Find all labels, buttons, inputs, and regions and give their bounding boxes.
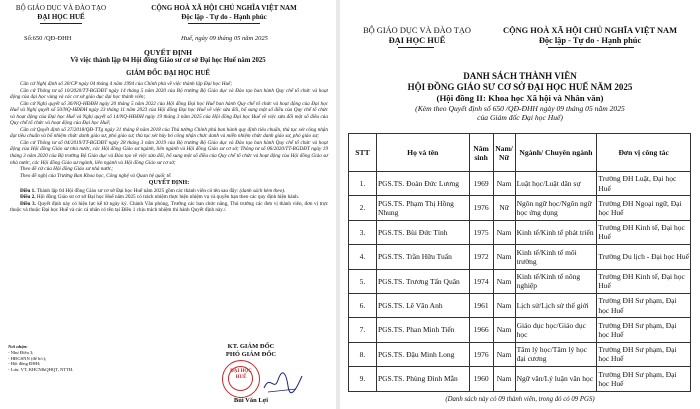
member-list-page	[340, 0, 700, 409]
article-1-note: (danh sách kèm theo).	[239, 187, 286, 194]
recipient-item: - Lưu: VT, KHCN&QHQT, NTTH.	[8, 367, 74, 373]
decision-page	[0, 0, 336, 409]
row-stt: 5.	[349, 269, 377, 293]
row-stt: 9.	[349, 367, 377, 391]
row-year: 1969	[469, 172, 493, 196]
row-year: 1961	[469, 293, 493, 317]
attachment-note-line2: của Giám đốc Đại học Huế)	[477, 113, 563, 123]
table-row	[349, 318, 691, 342]
row-field: Kinh tế/Kinh tế phát triển	[515, 220, 597, 244]
row-stt: 6.	[349, 293, 377, 317]
table-row	[349, 196, 691, 220]
row-stt: 8.	[349, 342, 377, 366]
row-sex: Nữ	[493, 196, 515, 220]
decision-header	[6, 4, 330, 44]
list-national-motto: Độc lập - Tự do - Hạnh phúc	[538, 36, 642, 45]
row-field: Ngữ văn/Lý luận văn học	[515, 367, 597, 391]
decision-title: QUYẾT ĐỊNH	[144, 48, 192, 57]
article-3	[10, 201, 328, 214]
article-1-label: Điều 1.	[20, 187, 36, 194]
row-sex: Nam	[493, 172, 515, 196]
seal-text	[223, 369, 259, 381]
issuing-organization	[6, 4, 116, 21]
decision-body	[10, 81, 328, 214]
seal-text-line1: ĐẠI HỌC	[230, 369, 252, 374]
list-issuing-organization	[352, 26, 482, 46]
row-field: Kinh tế/Kinh tế nông nghiệp	[515, 269, 597, 293]
row-sex: Nam	[493, 269, 515, 293]
attachment-note-line1: (Kèm theo Quyết định số 650 /QĐ-ĐHH ngày 09 tháng 05 năm 2025	[415, 104, 625, 113]
legal-basis-4: Căn cứ Quyết định số 37/2018/QĐ-TTg ngày 31 tháng 8 năm 2018 của Thủ tướng Chính phủ ban hành quy định tiêu chuẩn, thủ tục xét công nhận đạt tiêu chuẩn và bổ nhiệm chức danh giáo sư, phó giáo sư; thủ tục xét hủy bỏ công nhận chức danh và miễn nhiệm chức danh giáo sư, phó giáo sư;	[10, 126, 328, 140]
col-field: Ngành/ Chuyên ngành	[515, 134, 597, 172]
org-underline	[40, 23, 82, 24]
col-birth-year: Năm sinh	[469, 134, 493, 172]
row-unit: Trường ĐH Luật, Đại học Huế	[597, 172, 691, 196]
decision-subtitle: Về việc thành lập 04 Hội đồng Giáo sư cơ sở Đại học Huế năm 2025	[70, 57, 266, 64]
row-field: Giáo dục học/Giáo dục học	[515, 318, 597, 342]
row-unit: Trường ĐH Kinh tế, Đại học Huế	[597, 269, 691, 293]
row-name: PGS.TS. Lê Văn Anh	[376, 293, 469, 317]
row-sex: Nam	[493, 293, 515, 317]
handwritten-signature-icon	[262, 370, 304, 396]
row-year: 1975	[469, 220, 493, 244]
signer-name: Bùi Văn Lợi	[233, 397, 269, 404]
row-stt: 2.	[349, 196, 377, 220]
row-year: 1960	[469, 367, 493, 391]
list-nation-name: CỘNG HOÀ XÃ HỘI CHỦ NGHĨA VIỆT NAM	[503, 26, 677, 35]
document-number: Số:650 /QĐ-ĐHH	[24, 35, 72, 42]
legal-basis-3: Căn cứ Nghị quyết số 36/NQ-HĐĐH ngày 20 tháng 5 năm 2022 của Hội đồng Đại học Huế ban hành Quy chế tổ chức và hoạt động của Đại học Huế và Nghị quyết số 50/NQ-HĐĐH ngày 23 tháng 11 năm 2023 của Hội đồng Đại học Huế về việc sửa đổi, bổ sung một số điều của Quy chế tổ chức và hoạt động của Đại học Huế và Nghị quyết số 14/NQ-HĐĐH ngày 19 tháng 3 năm 2025 của Hội đồng Đại học Huế về việc sửa đổi một số điều của Quy chế tổ chức và hoạt động của Đại học Huế;	[10, 100, 328, 127]
row-name: PGS.TS. Phạm Thị Hồng Nhung	[376, 196, 469, 220]
row-field: Ngôn ngữ học/Ngôn ngữ học ứng dụng	[515, 196, 597, 220]
table-row	[349, 220, 691, 244]
list-footer-note: (Danh sách này có 09 thành viên, trong đó có 09 PGS)	[445, 396, 595, 403]
recipients-list	[8, 344, 118, 373]
row-year: 1972	[469, 245, 493, 269]
row-sex: Nam	[493, 220, 515, 244]
row-name: PGS.TS. Bùi Đức Tính	[376, 220, 469, 244]
attachment-note	[340, 104, 700, 122]
row-unit: Trường ĐH Ngoại ngữ, Đại học Huế	[597, 196, 691, 220]
director-heading: GIÁM ĐỐC ĐẠI HỌC HUẾ	[126, 70, 210, 77]
row-year: 1976	[469, 342, 493, 366]
ministry-name: BỘ GIÁO DỤC VÀ ĐÀO TẠO	[15, 4, 107, 12]
council-subtitle: (Hội đồng II: Khoa học Xã hội và Nhân văn)	[436, 93, 604, 103]
row-sex: Nam	[493, 245, 515, 269]
table-row	[349, 367, 691, 391]
legal-basis-5: Căn cứ Thông tư số 04/2019/TT-BGDĐT ngày 28 tháng 3 năm 2019 của Bộ trưởng Bộ Giáo dục và Đào tạo ban hành Quy chế tổ chức và hoạt động của Hội đồng Giáo sư nhà nước, các Hội đồng Giáo sư ngành, liên ngành và Hội đồng Giáo sư cơ sở; Thông tư số 06/2020/TT-BGDĐT ngày 19 tháng 3 năm 2020 của Bộ trưởng Bộ Giáo dục và Đào tạo về việc sửa đổi, bổ sung một số điều của Quy chế tổ chức và hoạt động của Hội đồng Giáo sư nhà nước, các Hội đồng Giáo sư ngành, liên ngành và Hội đồng Giáo sư cơ sở;	[10, 139, 328, 166]
seal-text-line2: HUẾ	[235, 375, 247, 380]
national-motto: Độc lập - Tự do - Hạnh phúc	[181, 12, 267, 21]
article-3-label: Điều 3.	[20, 200, 36, 207]
col-gender: Nam/ Nữ	[493, 134, 515, 172]
recipients-label: Nơi nhận:	[8, 344, 28, 349]
row-stt: 1.	[349, 172, 377, 196]
sign-authority: KT. GIÁM ĐỐC	[227, 343, 275, 350]
article-2-label: Điều 2.	[20, 194, 36, 201]
row-sex: Nam	[493, 342, 515, 366]
table-row	[349, 269, 691, 293]
list-university-name: ĐẠI HỌC HUẾ	[388, 36, 446, 45]
col-workplace: Đơn vị công tác	[597, 134, 691, 172]
row-field: Tâm lý học/Tâm lý học đại cương	[515, 342, 597, 366]
sign-position: PHÓ GIÁM ĐỐC	[225, 350, 277, 358]
article-3-text: Quyết định này có hiệu lực kể từ ngày ký. Chánh Văn phòng, Trưởng các ban chức năng, Thủ trưởng các đơn vị thành viên, đơn vị trực thuộc và thuộc Đại học Huế và các cá nhân có tên tại Điều 1 chịu trách nhiệm thi hành Quyết định này./.	[10, 200, 329, 214]
row-unit: Trường ĐH Sư phạm, Đại học Huế	[597, 318, 691, 342]
legal-basis-7: Theo đề nghị của Trưởng Ban Khoa học, Công nghệ và Quan hệ quốc tế.	[20, 172, 172, 179]
col-name: Họ và tên	[376, 134, 469, 172]
list-title-line1: DANH SÁCH THÀNH VIÊN	[463, 71, 577, 81]
legal-basis-6: Theo đề cử của Hội đồng Giáo sư nhà nước;	[20, 166, 113, 173]
row-sex: Nam	[493, 367, 515, 391]
row-unit: Trường ĐH Sư phạm, Đại học Huế	[597, 367, 691, 391]
recipient-item: - HĐGSNN (để b/c);	[8, 355, 47, 361]
nation-name: CỘNG HOÀ XÃ HỘI CHỦ NGHĨA VIỆT NAM	[151, 4, 297, 12]
decision-heading: QUYẾT ĐỊNH:	[148, 180, 190, 187]
table-row	[349, 342, 691, 366]
row-name: PGS.TS. Đoàn Đức Lương	[376, 172, 469, 196]
row-name: PGS.TS. Đậu Minh Long	[376, 342, 469, 366]
members-table	[348, 133, 691, 392]
row-year: 1976	[469, 196, 493, 220]
motto-underline	[188, 23, 260, 24]
national-title	[118, 4, 330, 21]
list-title	[340, 71, 700, 93]
table-row	[349, 172, 691, 196]
table-row	[349, 293, 691, 317]
article-1-text: Thành lập 04 Hội đồng Giáo sư cơ sở Đại học Huế năm 2025 gồm các thành viên có tên sau đây:	[36, 187, 239, 194]
row-field: Kinh tế/Kinh tế môi trường	[515, 245, 597, 269]
signature-block	[176, 343, 326, 359]
official-seal-icon	[222, 360, 260, 398]
members-table-header	[349, 134, 691, 172]
row-stt: 4.	[349, 245, 377, 269]
row-year: 1966	[469, 318, 493, 342]
row-name: PGS.TS. Phùng Đình Mẫn	[376, 367, 469, 391]
header-row	[349, 134, 691, 172]
row-name: PGS.TS. Trương Tấn Quân	[376, 269, 469, 293]
list-national-title	[482, 26, 698, 46]
university-name: ĐẠI HỌC HUẾ	[37, 12, 85, 21]
col-stt: STT	[349, 134, 377, 172]
row-year: 1974	[469, 269, 493, 293]
row-name: PGS.TS. Phan Minh Tiến	[376, 318, 469, 342]
row-unit: Trường Du lịch - Đại học Huế	[597, 245, 691, 269]
row-unit: Trường ĐH Kinh tế, Đại học Huế	[597, 220, 691, 244]
table-row	[349, 245, 691, 269]
members-table-body	[349, 172, 691, 392]
row-field: Luật học/Luật dân sự	[515, 172, 597, 196]
article-2-text: Hội đồng Giáo sư cơ sở Đại học Huế năm 2025 có trách nhiệm thực hiện nhiệm vụ và quyền hạn theo các quy định hiện hành.	[36, 194, 300, 201]
row-stt: 7.	[349, 318, 377, 342]
list-ministry-name: BỘ GIÁO DỤC VÀ ĐÀO TẠO	[363, 26, 471, 35]
list-title-line2: HỘI ĐỒNG GIÁO SƯ CƠ SỞ ĐẠI HỌC HUẾ NĂM 2025	[407, 82, 633, 92]
legal-basis-2: Căn cứ Thông tư số 10/2020/TT-BGDĐT ngày 14 tháng 5 năm 2020 của Bộ trưởng Bộ Giáo dục và Đào tạo ban hành Quy chế tổ chức và hoạt động của đại học vùng và các cơ sở giáo dục đại học thành viên;	[10, 87, 328, 101]
row-field: Lịch sử/Lịch sử thế giới	[515, 293, 597, 317]
document-date: Huế, ngày 09 tháng 05 năm 2025	[181, 35, 268, 42]
row-name: PGS.TS. Trần Hữu Tuấn	[376, 245, 469, 269]
recipient-item: - Như Điều 3;	[8, 349, 34, 355]
row-stt: 3.	[349, 220, 377, 244]
legal-basis-1: Căn cứ Nghị định số 30/CP ngày 04 tháng 4 năm 1994 của Chính phủ về việc thành lập Đại học Huế;	[20, 81, 233, 87]
list-org-underline	[398, 47, 434, 48]
list-motto-underline	[548, 47, 634, 48]
row-unit: Trường ĐH Sư phạm, Đại học Huế	[597, 342, 691, 366]
row-unit: Trường ĐH Sư phạm, Đại học Huế	[597, 293, 691, 317]
row-sex: Nam	[493, 318, 515, 342]
recipient-item: - Hội đồng ĐHH;	[8, 361, 41, 367]
